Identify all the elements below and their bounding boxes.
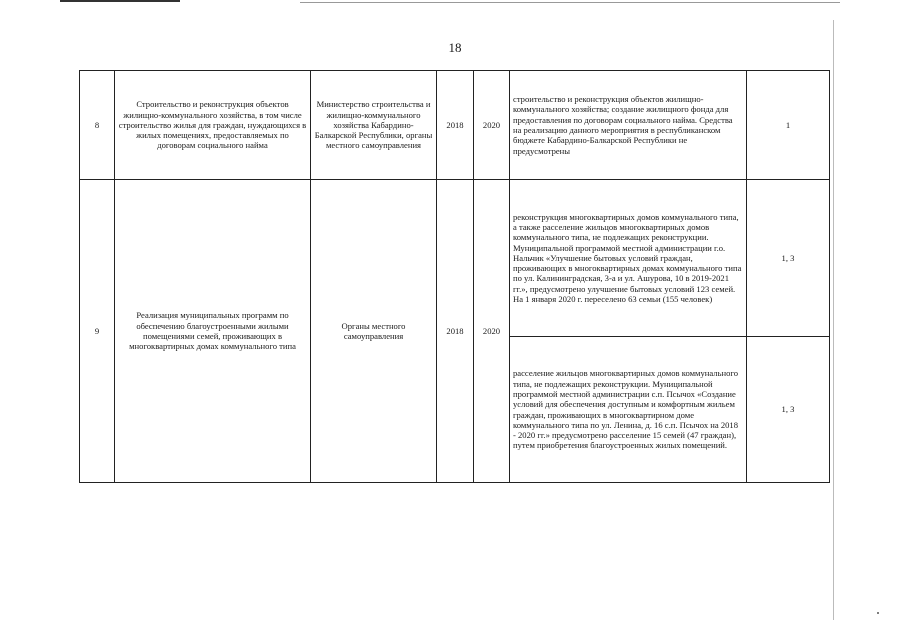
indicator: 1, 3	[747, 337, 830, 483]
scan-artifact-line	[60, 0, 180, 2]
measure-name: Строительство и реконструкция объектов жилищно-коммунального хозяйства, в том числе строительство жилья для граждан, нуждающихся в жилых помещениях, предоставляемых по договорам социального найма	[115, 71, 311, 180]
scan-artifact-line	[300, 2, 840, 3]
table-row	[80, 180, 830, 337]
year-end: 2020	[474, 71, 510, 180]
description: расселение жильцов многоквартирных домов коммунального типа, не подлежащих реконструкции. Муниципальной программой местной администрации с.п. Псычох «Создание условий для обеспечения доступным и комфортным жильем граждан, проживающих в многоквартирном доме коммунального типа по ул. Ленина, д. 16 с.п. Псычох на 2018 - 2020 гг.» предусмотрено расселение 15 семей (47 граждан), путем приобретения благоустроенных жилых помещений.	[510, 337, 747, 483]
row-number: 9	[80, 180, 115, 483]
measures-table	[79, 70, 830, 483]
year-start: 2018	[437, 71, 474, 180]
description: строительство и реконструкция объектов жилищно-коммунального хозяйства; создание жилищного фонда для предоставления по договорам социального найма. Средства на реализацию данного мероприятия в республиканском бюджете Кабардино-Балкарской Республики не предусмотрены	[510, 71, 747, 180]
indicator: 1	[747, 71, 830, 180]
measure-name: Реализация муниципальных программ по обеспечению благоустроенными жилыми помещениями семей, проживающих в многоквартирных домах коммунального типа	[115, 180, 311, 483]
executor: Министерство строительства и жилищно-коммунального хозяйства Кабардино-Балкарской Республики, органы местного самоуправления	[311, 71, 437, 180]
scan-artifact-margin	[833, 20, 834, 620]
description: реконструкция многоквартирных домов коммунального типа, а также расселение жильцов многоквартирных домов коммунального типа, не подлежащих реконструкции. Муниципальной программой местной администрации г.о. Нальчик «Улучшение бытовых условий граждан, проживающих в многоквартирных домах коммунального типа по ул. Калининградская, 3-а и ул. Ашурова, 10 в 2019-2021 гг.», предусмотрено улучшение бытовых условий 123 семей. На 1 января 2020 г. переселено 63 семьи (155 человек)	[510, 180, 747, 337]
page-number: 18	[448, 40, 462, 55]
row-number: 8	[80, 71, 115, 180]
indicator: 1, 3	[747, 180, 830, 337]
year-end: 2020	[474, 180, 510, 483]
table-row	[80, 71, 830, 180]
scan-artifact-dot	[877, 612, 879, 614]
executor: Органы местного самоуправления	[311, 180, 437, 483]
year-start: 2018	[437, 180, 474, 483]
